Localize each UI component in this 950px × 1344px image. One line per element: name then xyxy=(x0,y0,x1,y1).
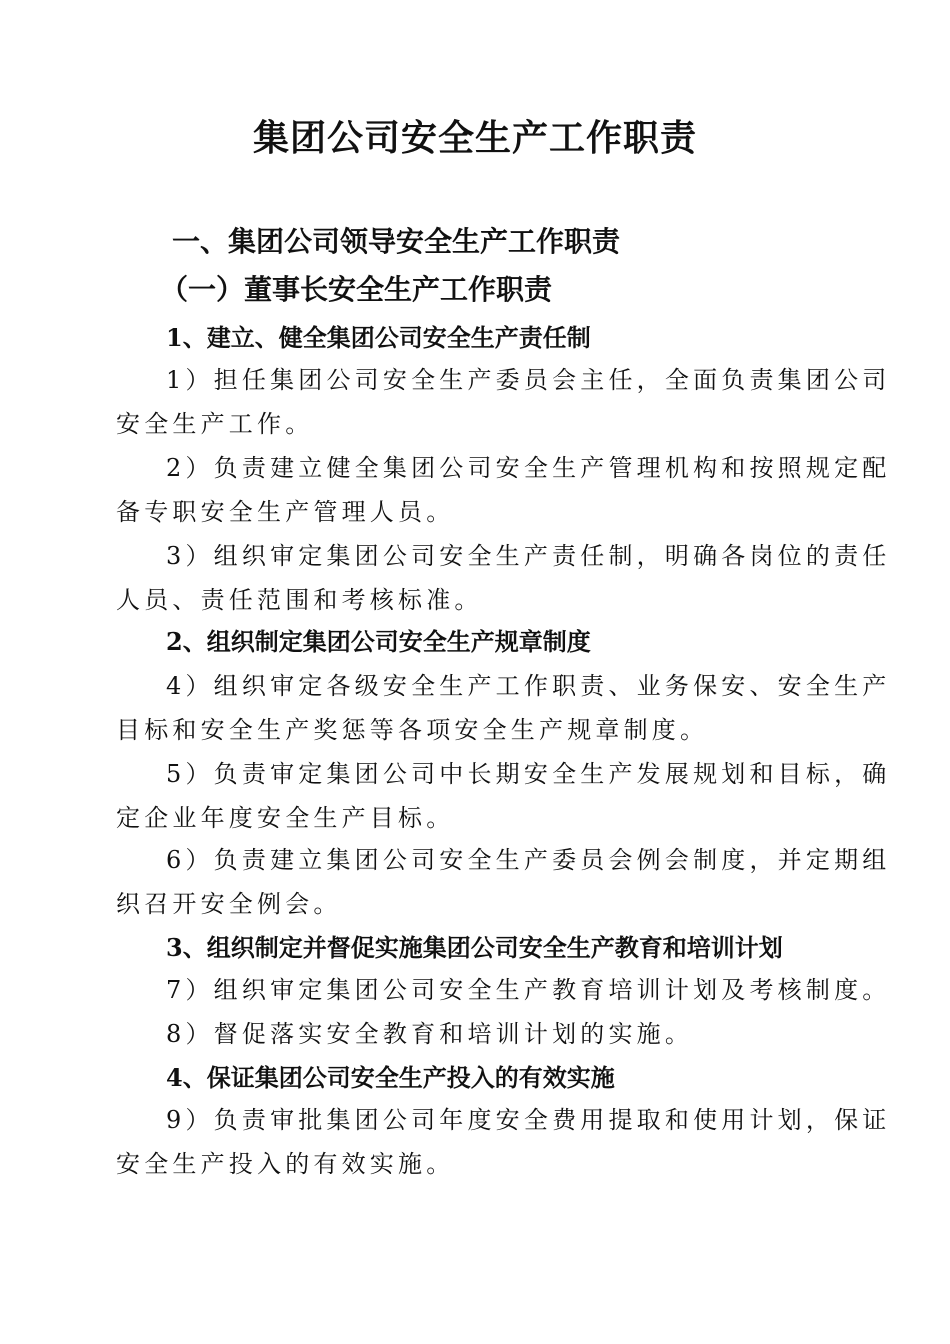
paragraph-line: 安全生产投入的有效实施。 xyxy=(116,1150,455,1178)
paragraph-2 xyxy=(116,446,891,534)
paragraph-4 xyxy=(116,664,891,752)
item-heading-1: 1、建立、健全集团公司安全生产责任制 xyxy=(166,323,591,352)
paragraph-line: 备专职安全生产管理人员。 xyxy=(116,498,455,526)
paragraph-line: 5）负责审定集团公司中长期安全生产发展规划和目标，确 xyxy=(166,760,891,788)
section-heading: 一、集团公司领导安全生产工作职责 xyxy=(172,225,621,258)
paragraph-9 xyxy=(116,1098,891,1186)
paragraph-line: 人员、责任范围和考核标准。 xyxy=(116,586,483,614)
paragraph-line: 织召开安全例会。 xyxy=(116,890,342,918)
subsection-heading: （一）董事长安全生产工作职责 xyxy=(160,273,553,306)
paragraph-line: 定企业年度安全生产目标。 xyxy=(116,804,455,832)
paragraph-line: 3）组织审定集团公司安全生产责任制，明确各岗位的责任 xyxy=(166,542,891,570)
paragraph-line: 目标和安全生产奖惩等各项安全生产规章制度。 xyxy=(116,716,709,744)
paragraph-line: 8）督促落实安全教育和培训计划的实施。 xyxy=(166,1020,694,1048)
paragraph-line: 2）负责建立健全集团公司安全生产管理机构和按照规定配 xyxy=(166,454,891,482)
paragraph-6 xyxy=(116,838,891,926)
paragraph-5 xyxy=(116,752,891,840)
paragraph-line: 9）负责审批集团公司年度安全费用提取和使用计划，保证 xyxy=(166,1106,891,1134)
paragraph-line: 安全生产工作。 xyxy=(116,410,314,438)
paragraph-7 xyxy=(116,968,891,1012)
item-heading-4: 4、保证集团公司安全生产投入的有效实施 xyxy=(166,1063,615,1092)
document-title: 集团公司安全生产工作职责 xyxy=(252,117,697,159)
paragraph-1 xyxy=(116,358,891,446)
paragraph-3 xyxy=(116,534,891,622)
paragraph-line: 7）组织审定集团公司安全生产教育培训计划及考核制度。 xyxy=(166,976,891,1004)
paragraph-line: 6）负责建立集团公司安全生产委员会例会制度，并定期组 xyxy=(166,846,891,874)
paragraph-line: 4）组织审定各级安全生产工作职责、业务保安、安全生产 xyxy=(166,672,891,700)
paragraph-8 xyxy=(116,1012,836,1056)
item-heading-3: 3、组织制定并督促实施集团公司安全生产教育和培训计划 xyxy=(166,933,783,962)
item-heading-2: 2、组织制定集团公司安全生产规章制度 xyxy=(166,627,591,656)
paragraph-line: 1）担任集团公司安全生产委员会主任，全面负责集团公司 xyxy=(166,366,891,394)
